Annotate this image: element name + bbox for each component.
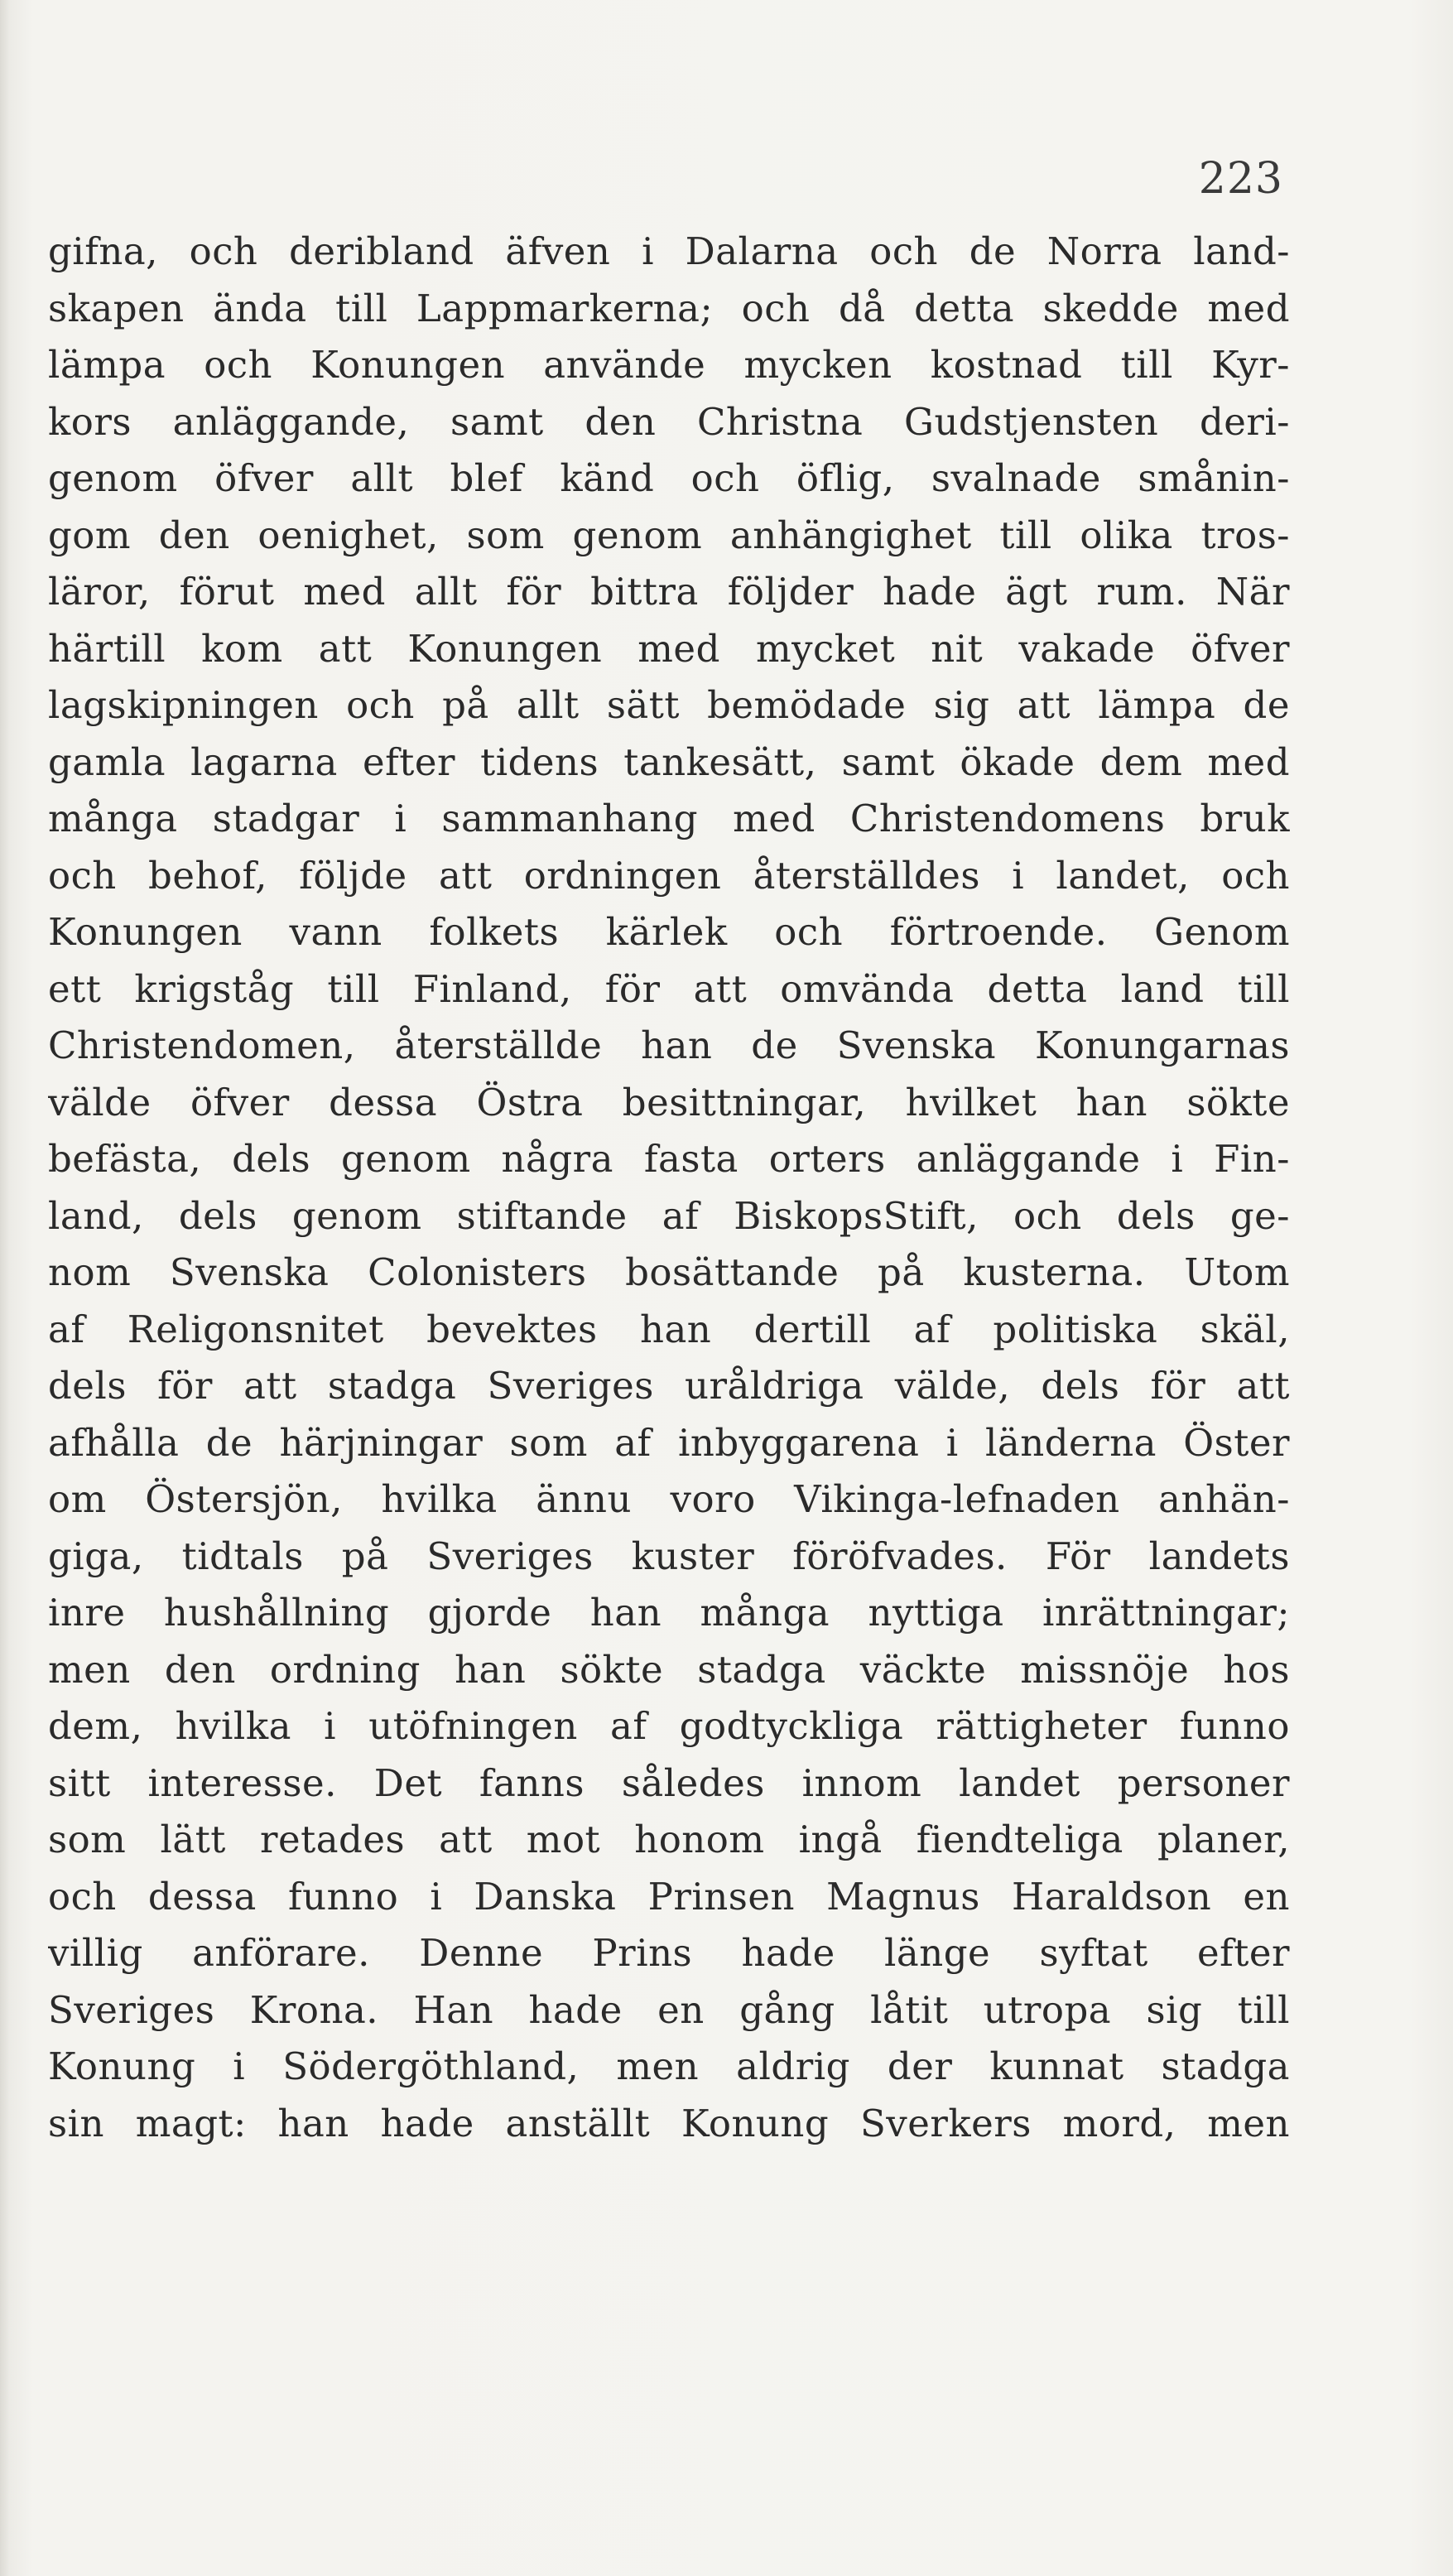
text-line: af Religonsnitet bevektes han dertill af politiska skäl, [48,1307,1290,1351]
text-line: härtill kom att Konungen med mycket nit vakade öfver [48,626,1290,671]
text-line: och behof, följde att ordningen återställdes i landet, och [48,853,1290,898]
text-line: om Östersjön, hvilka ännu voro Vikinga-lefnaden anhän- [48,1477,1290,1521]
text-line: giga, tidtals på Sveriges kuster föröfvades. För landets [48,1534,1290,1578]
text-line: gamla lagarna efter tidens tankesätt, samt ökade dem med [48,739,1290,784]
text-line: Konung i Södergöthland, men aldrig der kunnat stadga [48,2044,1290,2088]
text-line: gifna, och deribland äfven i Dalarna och de Norra land- [48,229,1290,273]
body-text [48,224,1290,2152]
text-line: Konungen vann folkets kärlek och förtroende. Genom [48,910,1290,954]
text-line: Sveriges Krona. Han hade en gång låtit utropa sig till [48,1987,1290,2032]
text-line: läror, förut med allt för bittra följder hade ägt rum. När [48,570,1290,614]
text-line: kors anläggande, samt den Christna Gudstjensten deri- [48,399,1290,444]
text-line: villig anförare. Denne Prins hade länge syftat efter [48,1931,1290,1975]
text-line: och dessa funno i Danska Prinsen Magnus Haraldson en [48,1874,1290,1919]
text-line: men den ordning han sökte stadga väckte missnöje hos [48,1647,1290,1692]
text-line: inre hushållning gjorde han många nyttiga inrättningar; [48,1591,1290,1635]
page-number: 223 [1198,154,1283,204]
text-line: lämpa och Konungen använde mycken kostnad till Kyr- [48,343,1290,387]
text-line: genom öfver allt blef känd och öflig, svalnade smånin- [48,456,1290,500]
text-line: dem, hvilka i utöfningen af godtyckliga rättigheter funno [48,1704,1290,1748]
text-line: nom Svenska Colonisters bosättande på kusterna. Utom [48,1250,1290,1294]
text-line: sin magt: han hade anställt Konung Sverkers mord, men [48,2101,1290,2145]
text-line: dels för att stadga Sveriges uråldriga välde, dels för att [48,1364,1290,1408]
text-line: ett krigståg till Finland, för att omvända detta land till [48,966,1290,1011]
text-line: många stadgar i sammanhang med Christendomens bruk [48,797,1290,840]
text-line: sitt interesse. Det fanns således innom landet personer [48,1760,1290,1805]
text-line: lagskipningen och på allt sätt bemödade sig att lämpa de [48,683,1290,727]
text-line: gom den oenighet, som genom anhängighet till olika tros- [48,513,1290,557]
text-line: välde öfver dessa Östra besittningar, hvilket han sökte [48,1080,1290,1124]
text-line: som lätt retades att mot honom ingå fiendteliga planer, [48,1818,1290,1861]
text-line: afhålla de härjningar som af inbyggarena i länderna Öster [48,1420,1290,1465]
text-line: land, dels genom stiftande af BiskopsStift, och dels ge- [48,1193,1290,1238]
text-line: Christendomen, återställde han de Svenska Konungarnas [48,1023,1290,1067]
text-line: befästa, dels genom några fasta orters anläggande i Fin- [48,1137,1290,1181]
text-line: skapen ända till Lappmarkerna; och då detta skedde med [48,286,1290,330]
